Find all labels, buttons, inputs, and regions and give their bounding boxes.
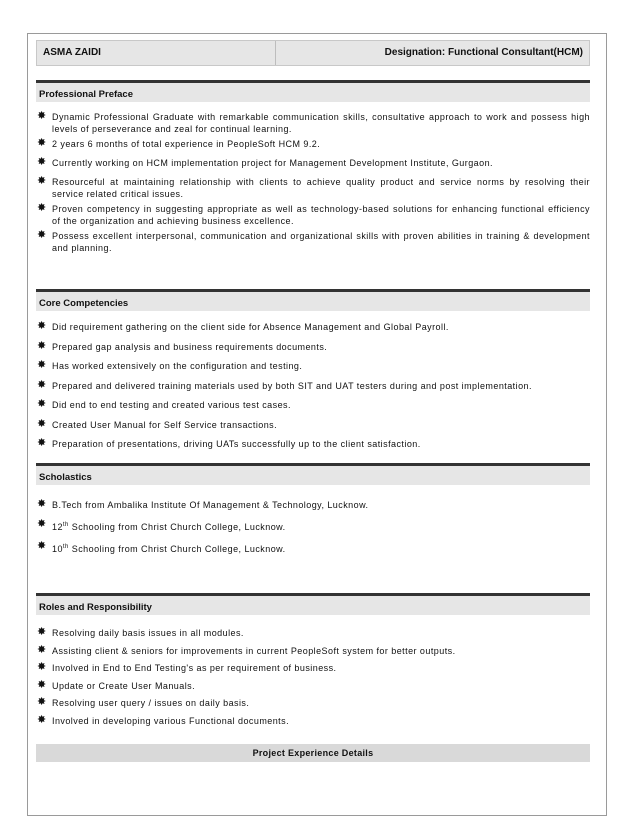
section-scholastics: [36, 463, 590, 555]
list-item: ✸ 12th Schooling from Christ Church College, Lucknow.: [37, 518, 286, 532]
header-divider: [275, 41, 276, 65]
asterisk-bullet-icon: ✸: [37, 137, 47, 149]
list-item: ✸ Has worked extensively on the configuration and testing.: [37, 359, 303, 371]
list-item: ✸ Dynamic Professional Graduate with remarkable communication skills, consultative approach to work and possess high levels of perseverance and zeal for continual learning.: [37, 110, 590, 134]
section-title: Core Competencies: [36, 289, 590, 311]
list-item: ✸ Resourceful at maintaining relationship with clients to achieve quality product and service norms by resolving their service related critical issues.: [37, 175, 590, 199]
preface-list: [36, 111, 590, 254]
header-bar: [36, 40, 590, 66]
section-core-competencies: [36, 289, 590, 450]
list-item: ✸ Resolving user query / issues on daily basis.: [37, 696, 250, 708]
list-item: ✸ Involved in End to End Testing's as per requirement of business.: [37, 661, 337, 673]
list-item: ✸ Did requirement gathering on the client side for Absence Management and Global Payroll.: [37, 320, 449, 332]
asterisk-bullet-icon: ✸: [37, 713, 47, 726]
list-item: ✸ Possess excellent interpersonal, communication and organizational skills with proven abilities in training & development and planning.: [37, 229, 590, 253]
asterisk-bullet-icon: ✸: [37, 320, 47, 332]
asterisk-bullet-icon: ✸: [37, 110, 47, 122]
scholastics-list: [36, 499, 590, 555]
asterisk-bullet-icon: ✸: [37, 518, 47, 530]
asterisk-bullet-icon: ✸: [37, 339, 47, 352]
list-item: ✸ Update or Create User Manuals.: [37, 678, 196, 691]
list-item: ✸ Resolving daily basis issues in all modules.: [37, 626, 244, 638]
asterisk-bullet-icon: ✸: [37, 202, 47, 214]
section-title: Scholastics: [36, 463, 590, 485]
core-list: [36, 321, 590, 450]
list-item: ✸ Preparation of presentations, driving UATs successfully up to the client satisfaction.: [37, 437, 421, 449]
candidate-name: ASMA ZAIDI: [43, 47, 101, 58]
asterisk-bullet-icon: ✸: [37, 359, 47, 371]
asterisk-bullet-icon: ✸: [37, 643, 47, 656]
asterisk-bullet-icon: ✸: [37, 626, 47, 638]
asterisk-bullet-icon: ✸: [37, 398, 47, 410]
asterisk-bullet-icon: ✸: [37, 229, 47, 241]
asterisk-bullet-icon: ✸: [37, 437, 47, 449]
asterisk-bullet-icon: ✸: [37, 661, 47, 673]
asterisk-bullet-icon: ✸: [37, 156, 47, 168]
asterisk-bullet-icon: ✸: [37, 175, 47, 187]
section-title: Professional Preface: [36, 80, 590, 102]
list-item: ✸ Did end to end testing and created various test cases.: [37, 398, 291, 410]
list-item: ✸ B.Tech from Ambalika Institute Of Management & Technology, Lucknow.: [37, 498, 369, 510]
list-item: ✸ 2 years 6 months of total experience in PeopleSoft HCM 9.2.: [37, 137, 321, 149]
designation: Designation: Functional Consultant(HCM): [384, 47, 583, 58]
section-preface: [36, 80, 590, 254]
list-item: ✸ Created User Manual for Self Service transactions.: [37, 417, 278, 430]
asterisk-bullet-icon: ✸: [37, 540, 47, 552]
list-item: ✸ Prepared and delivered training materials used by both SIT and UAT testers during and post implementation.: [37, 378, 532, 391]
list-item: ✸ Currently working on HCM implementation project for Management Development Institute, Gurgaon.: [37, 156, 493, 168]
asterisk-bullet-icon: ✸: [37, 696, 47, 708]
roles-list: [36, 627, 590, 727]
asterisk-bullet-icon: ✸: [37, 498, 47, 510]
project-experience-band: Project Experience Details: [36, 744, 590, 762]
asterisk-bullet-icon: ✸: [37, 678, 47, 691]
list-item: ✸ Involved in developing various Functional documents.: [37, 713, 290, 726]
list-item: ✸ Prepared gap analysis and business requirements documents.: [37, 339, 328, 352]
list-item: ✸ Assisting client & seniors for improvements in current PeopleSoft system for better outputs.: [37, 643, 456, 656]
list-item: ✸ 10th Schooling from Christ Church College, Lucknow.: [37, 540, 286, 554]
asterisk-bullet-icon: ✸: [37, 417, 47, 430]
list-item: ✸ Proven competency in suggesting appropriate as well as technology-based solutions for enhancing functional efficiency of the organization and achieving business excellence.: [37, 202, 590, 226]
section-roles: [36, 593, 590, 727]
asterisk-bullet-icon: ✸: [37, 378, 47, 391]
section-title: Roles and Responsibility: [36, 593, 590, 615]
